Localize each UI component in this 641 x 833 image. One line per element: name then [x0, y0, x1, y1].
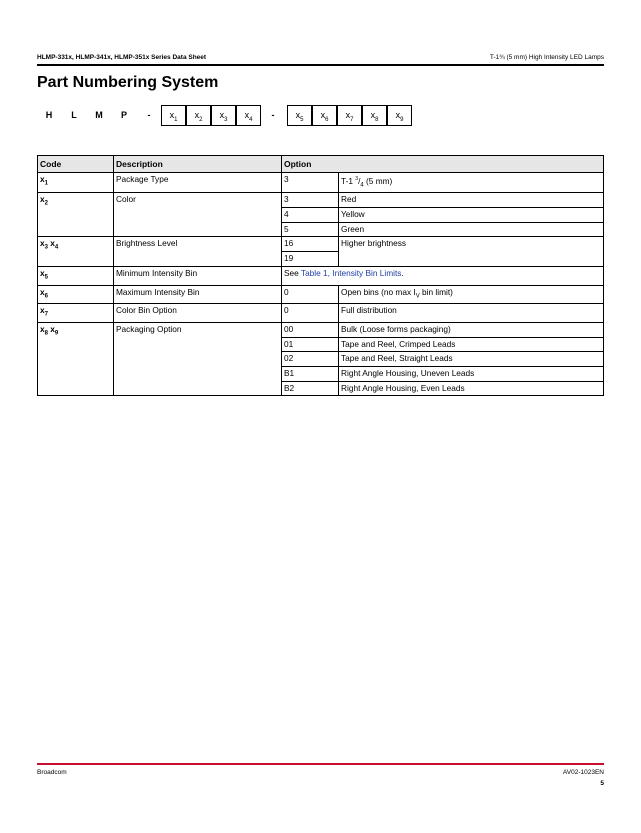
- option-cell: B1: [282, 366, 339, 381]
- description-cell: Color Bin Option: [114, 304, 282, 323]
- description-cell: Packaging Option: [114, 322, 282, 395]
- table-1-link[interactable]: Table 1, Intensity Bin Limits: [300, 267, 402, 278]
- table-header-row: [38, 156, 604, 173]
- pn-box-x3: $x_3$: [211, 105, 236, 126]
- description-cell: Maximum Intensity Bin: [114, 285, 282, 304]
- pn-box-x5: $x_5$: [287, 105, 312, 126]
- pn-box-x8: $x_8$: [362, 105, 387, 126]
- pn-letter-m: M: [95, 110, 103, 120]
- value-cell: Open bins (no $\max I_V$ bin limit): [339, 285, 604, 304]
- description-cell: Package Type: [114, 173, 282, 193]
- option-cell: See Table 1, Intensity Bin Limits.: [282, 266, 604, 285]
- option-cell: 00: [282, 322, 339, 337]
- header-doc-title: HLMP-331x, HLMP-341x, HLMP-351x Series Data Sheet: [37, 54, 207, 61]
- part-numbering-table: [37, 155, 604, 396]
- value-cell: Right Angle Housing, Uneven Leads: [339, 366, 604, 381]
- header-product-title: T-1¾ (5 mm) High Intensity LED Lamps: [489, 54, 604, 61]
- footer-doc-number: AV02-1023EN: [562, 769, 604, 776]
- pn-box-x6: $x_6$: [312, 105, 337, 126]
- code-cell: $x_7$: [38, 304, 114, 323]
- option-cell: 3: [282, 193, 339, 208]
- pn-box-x2: $x_2$: [186, 105, 211, 126]
- value-cell: Yellow: [339, 208, 604, 223]
- code-cell: $x_5$: [38, 266, 114, 285]
- value-cell: Full distribution: [339, 304, 604, 323]
- header-description: Description: [114, 156, 282, 173]
- option-cell: 19: [282, 252, 339, 267]
- option-cell: 0: [282, 285, 339, 304]
- code-cell: $x_3$ $x_4$: [38, 237, 114, 266]
- section-title: Part Numbering System: [37, 74, 219, 91]
- pn-box-x7: $x_7$: [337, 105, 362, 126]
- value-cell: Bulk (Loose forms packaging): [339, 322, 604, 337]
- option-cell: 16: [282, 237, 339, 252]
- code-cell: $x_8$ $x_9$: [38, 322, 114, 395]
- option-cell: 01: [282, 337, 339, 352]
- table-row: [38, 173, 604, 193]
- description-cell: Minimum Intensity Bin: [114, 266, 282, 285]
- pn-box-x9: $x_9$: [387, 105, 412, 126]
- pn-letter-p: P: [120, 110, 127, 120]
- code-cell: $x_1$: [38, 173, 114, 193]
- option-cell: 5: [282, 222, 339, 237]
- header-code: Code: [38, 156, 114, 173]
- option-cell: 4: [282, 208, 339, 223]
- pn-dash-1: -: [147, 110, 151, 120]
- table-row: [38, 237, 604, 252]
- pn-letter-h: H: [45, 110, 53, 120]
- option-cell: 02: [282, 352, 339, 367]
- pn-box-x4: $x_4$: [236, 105, 261, 126]
- pn-box-x1: $x_1$: [161, 105, 186, 126]
- page-number: 5: [600, 780, 604, 787]
- value-cell: Right Angle Housing, Even Leads: [339, 381, 604, 396]
- footer-rule: [37, 763, 604, 765]
- option-cell: B2: [282, 381, 339, 396]
- code-cell: $x_6$: [38, 285, 114, 304]
- table-row: [38, 285, 604, 304]
- table-row: [38, 304, 604, 323]
- option-cell: 0: [282, 304, 339, 323]
- value-cell: Tape and Reel, Straight Leads: [339, 352, 604, 367]
- value-cell: T-1 $^3/_4$ (5 mm): [339, 173, 604, 193]
- footer-company: Broadcom: [37, 769, 67, 776]
- pn-letter-l: L: [71, 110, 77, 120]
- value-cell: Red: [339, 193, 604, 208]
- table-row: [38, 322, 604, 337]
- description-cell: Color: [114, 193, 282, 237]
- table-row: [38, 266, 604, 285]
- header-option: Option: [282, 156, 604, 173]
- description-cell: Brightness Level: [114, 237, 282, 266]
- value-cell: Tape and Reel, Crimped Leads: [339, 337, 604, 352]
- table-row: [38, 193, 604, 208]
- header-rule: [37, 64, 604, 66]
- value-cell: Green: [339, 222, 604, 237]
- value-cell: Higher brightness: [339, 237, 604, 266]
- option-cell: 3: [282, 173, 339, 193]
- pn-dash-2: -: [271, 110, 275, 120]
- code-cell: $x_2$: [38, 193, 114, 237]
